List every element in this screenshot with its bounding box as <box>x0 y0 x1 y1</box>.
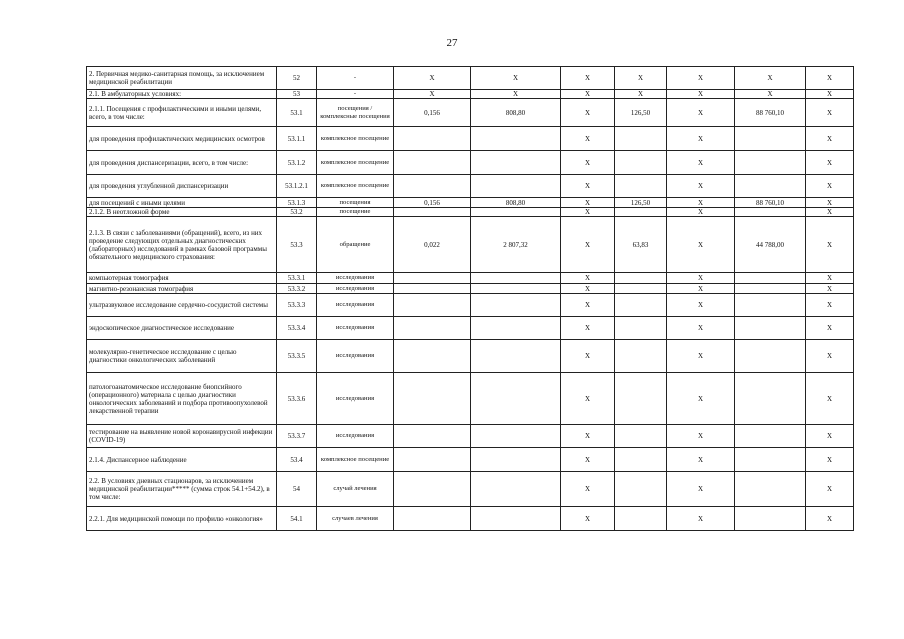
table-cell: 54 <box>277 472 317 507</box>
table-cell: X <box>667 217 735 273</box>
table-cell: для проведения профилактических медицинских осмотров <box>87 127 277 151</box>
table-row <box>87 99 854 127</box>
table-cell: X <box>806 90 854 99</box>
table-cell: исследования <box>317 284 394 294</box>
table-cell: X <box>561 284 615 294</box>
table-cell: 808,80 <box>471 99 561 127</box>
table-cell <box>615 284 667 294</box>
table-row <box>87 175 854 198</box>
table-cell <box>615 317 667 340</box>
table-cell: посещение <box>317 208 394 217</box>
table-row <box>87 198 854 208</box>
table-cell: X <box>667 373 735 425</box>
table-cell: компьютерная томография <box>87 273 277 284</box>
table-cell: X <box>561 472 615 507</box>
table-cell: 53.3.1 <box>277 273 317 284</box>
table-cell: X <box>667 448 735 472</box>
table-cell: X <box>806 99 854 127</box>
table-cell: X <box>561 127 615 151</box>
table-cell: комплексное посещение <box>317 127 394 151</box>
table-cell: молекулярно-генетическое исследование с целью диагностики онкологических заболеваний <box>87 340 277 373</box>
table-cell <box>394 273 471 284</box>
table-cell: X <box>471 67 561 90</box>
table-cell: 0,156 <box>394 99 471 127</box>
table-cell: 53 <box>277 90 317 99</box>
table-cell <box>615 208 667 217</box>
table-cell: случай лечения <box>317 472 394 507</box>
table-cell: 52 <box>277 67 317 90</box>
table-cell: 53.3 <box>277 217 317 273</box>
table-cell <box>394 472 471 507</box>
table-cell: X <box>806 340 854 373</box>
table-cell: X <box>806 127 854 151</box>
table-cell: исследования <box>317 340 394 373</box>
table-cell: 53.3.3 <box>277 294 317 317</box>
table-cell <box>471 373 561 425</box>
table-cell <box>735 284 806 294</box>
table-cell: комплексное посещение <box>317 175 394 198</box>
table-cell: 53.3.7 <box>277 425 317 448</box>
table-cell: X <box>561 99 615 127</box>
table-cell: 126,50 <box>615 198 667 208</box>
table-cell: 0,022 <box>394 217 471 273</box>
table-cell: 53.4 <box>277 448 317 472</box>
table-row <box>87 208 854 217</box>
table-cell: исследования <box>317 425 394 448</box>
table-row <box>87 507 854 531</box>
table-cell: X <box>806 317 854 340</box>
table-cell: X <box>735 90 806 99</box>
table-cell: X <box>667 67 735 90</box>
table-cell: 53.1.2.1 <box>277 175 317 198</box>
table-cell <box>394 425 471 448</box>
table-cell: X <box>806 448 854 472</box>
table-cell: X <box>667 340 735 373</box>
table-cell <box>735 294 806 317</box>
table-cell: 53.1 <box>277 99 317 127</box>
table-cell: патологоанатомическое исследование биопсийного (операционного) материала с целью диагностики онкологических заболеваний и подбора противоопухолевой лекарственной терапии <box>87 373 277 425</box>
table-cell <box>471 273 561 284</box>
table-cell: 53.1.1 <box>277 127 317 151</box>
table-cell: X <box>667 425 735 448</box>
table-cell: 88 760,10 <box>735 198 806 208</box>
table-cell: X <box>561 507 615 531</box>
table-cell: X <box>806 198 854 208</box>
table-cell: 53.3.4 <box>277 317 317 340</box>
table-cell: исследования <box>317 317 394 340</box>
table-cell: X <box>561 273 615 284</box>
table-cell <box>394 448 471 472</box>
table-cell <box>394 208 471 217</box>
table-cell: - <box>317 90 394 99</box>
table-cell: комплексное посещение <box>317 448 394 472</box>
table-cell: X <box>561 317 615 340</box>
table-cell <box>735 425 806 448</box>
table-row <box>87 294 854 317</box>
table-cell: X <box>561 425 615 448</box>
table-cell: 2.2. В условиях дневных стационаров, за исключением медицинской реабилитации***** (сумма строк 54.1+54.2), в том числе: <box>87 472 277 507</box>
table-cell <box>615 448 667 472</box>
table-cell: 2.1.3. В связи с заболеваниями (обращений), всего, из них проведение следующих отдельных диагностических (лабораторных) исследований в рамках базовой программы обязательного медицинского страхования: <box>87 217 277 273</box>
table-cell: 53.3.5 <box>277 340 317 373</box>
table-cell: 2.1. В амбулаторных условиях: <box>87 90 277 99</box>
table-cell: X <box>667 99 735 127</box>
table-cell <box>394 373 471 425</box>
data-table <box>86 66 854 531</box>
table-row <box>87 448 854 472</box>
table-cell: 126,50 <box>615 99 667 127</box>
table-cell <box>615 127 667 151</box>
table-cell <box>471 208 561 217</box>
table-row <box>87 340 854 373</box>
table-cell: посещения / комплексные посещения <box>317 99 394 127</box>
table-cell: X <box>806 175 854 198</box>
table-cell <box>615 425 667 448</box>
table-cell <box>394 151 471 175</box>
table-cell: X <box>561 294 615 317</box>
table-cell <box>394 284 471 294</box>
table-cell: обращение <box>317 217 394 273</box>
table-row <box>87 127 854 151</box>
table-cell: X <box>806 507 854 531</box>
table-cell: случаев лечения <box>317 507 394 531</box>
table-cell <box>615 175 667 198</box>
table-cell: исследования <box>317 373 394 425</box>
table-cell: исследования <box>317 273 394 284</box>
table-cell <box>615 273 667 284</box>
table-body <box>87 67 854 531</box>
table-cell: 2.2.1. Для медицинской помощи по профилю «онкология» <box>87 507 277 531</box>
table-cell <box>471 472 561 507</box>
table-row <box>87 317 854 340</box>
table-cell: X <box>667 127 735 151</box>
table-cell: X <box>806 284 854 294</box>
table-cell: для проведения углубленной диспансеризации <box>87 175 277 198</box>
table-row <box>87 284 854 294</box>
table-cell: 53.2 <box>277 208 317 217</box>
table-cell: 2.1.2. В неотложной форме <box>87 208 277 217</box>
table-cell <box>615 151 667 175</box>
table-cell: исследования <box>317 294 394 317</box>
table-cell: X <box>806 273 854 284</box>
table-cell: X <box>561 151 615 175</box>
table-row <box>87 90 854 99</box>
table-row <box>87 273 854 284</box>
table-cell: X <box>806 151 854 175</box>
table-row <box>87 472 854 507</box>
table-cell: X <box>561 217 615 273</box>
table-cell <box>471 127 561 151</box>
table-row <box>87 217 854 273</box>
table-cell <box>471 425 561 448</box>
table-cell <box>394 317 471 340</box>
table-cell <box>615 373 667 425</box>
table-cell: X <box>667 317 735 340</box>
table-cell <box>394 127 471 151</box>
table-cell <box>735 175 806 198</box>
table-cell: X <box>667 294 735 317</box>
table-cell: X <box>806 217 854 273</box>
table-cell <box>735 448 806 472</box>
table-row <box>87 151 854 175</box>
table-cell: X <box>667 198 735 208</box>
table-cell: 808,80 <box>471 198 561 208</box>
table-cell: тестирование на выявление новой коронавирусной инфекции (COVID-19) <box>87 425 277 448</box>
table-cell: 2. Первичная медико-санитарная помощь, за исключением медицинской реабилитации <box>87 67 277 90</box>
table-cell: эндоскопическое диагностическое исследование <box>87 317 277 340</box>
table-cell: 44 788,00 <box>735 217 806 273</box>
table-cell: X <box>561 67 615 90</box>
table-cell: X <box>806 373 854 425</box>
table-cell: 63,83 <box>615 217 667 273</box>
table-cell: X <box>561 198 615 208</box>
table-cell: X <box>561 340 615 373</box>
table-cell: магнитно-резонансная томография <box>87 284 277 294</box>
table-cell: 2 807,32 <box>471 217 561 273</box>
table-cell <box>471 294 561 317</box>
table-cell: X <box>394 90 471 99</box>
table-cell <box>735 208 806 217</box>
table-cell: посещения <box>317 198 394 208</box>
table-cell: X <box>806 67 854 90</box>
table-row <box>87 425 854 448</box>
table-cell: для проведения диспансеризации, всего, в том числе: <box>87 151 277 175</box>
table-cell <box>615 507 667 531</box>
table-cell: для посещений с иными целями <box>87 198 277 208</box>
table-cell: X <box>394 67 471 90</box>
table-cell: 88 760,10 <box>735 99 806 127</box>
table-cell <box>615 294 667 317</box>
table-cell: X <box>806 472 854 507</box>
table-cell <box>735 317 806 340</box>
table-cell: X <box>615 67 667 90</box>
table-cell: X <box>615 90 667 99</box>
table-cell: X <box>667 273 735 284</box>
table-cell: комплексное посещение <box>317 151 394 175</box>
table-cell: X <box>561 448 615 472</box>
table-cell <box>615 340 667 373</box>
table-cell <box>735 373 806 425</box>
table-row <box>87 67 854 90</box>
table-cell <box>735 507 806 531</box>
table-cell <box>471 507 561 531</box>
table-cell: ультразвуковое исследование сердечно-сосудистой системы <box>87 294 277 317</box>
table-cell: X <box>471 90 561 99</box>
table-cell <box>471 151 561 175</box>
table-cell: 53.1.3 <box>277 198 317 208</box>
page-number: 27 <box>446 37 458 49</box>
table-cell: 2.1.1. Посещения с профилактическими и иными целями, всего, в том числе: <box>87 99 277 127</box>
table-cell <box>735 151 806 175</box>
table-cell: 53.3.6 <box>277 373 317 425</box>
table-cell: 53.1.2 <box>277 151 317 175</box>
table-cell: X <box>806 294 854 317</box>
table-cell: X <box>667 90 735 99</box>
table-cell <box>471 448 561 472</box>
table-cell: X <box>561 208 615 217</box>
table-cell: X <box>667 208 735 217</box>
table-cell: X <box>806 208 854 217</box>
table-cell: X <box>806 425 854 448</box>
table-row <box>87 373 854 425</box>
table-cell: X <box>561 373 615 425</box>
table-cell <box>471 175 561 198</box>
table-cell <box>394 340 471 373</box>
table-cell: X <box>667 175 735 198</box>
table-cell: X <box>735 67 806 90</box>
table-cell <box>394 507 471 531</box>
table-cell: 54.1 <box>277 507 317 531</box>
table-cell <box>394 294 471 317</box>
table-cell <box>735 273 806 284</box>
table-cell <box>471 317 561 340</box>
table-cell: X <box>667 507 735 531</box>
table-cell <box>394 175 471 198</box>
table-cell <box>471 284 561 294</box>
table-cell <box>735 127 806 151</box>
table-cell: X <box>667 472 735 507</box>
table-cell: X <box>561 90 615 99</box>
table-cell: 0,156 <box>394 198 471 208</box>
table-cell: - <box>317 67 394 90</box>
table-cell: 53.3.2 <box>277 284 317 294</box>
table-cell <box>615 472 667 507</box>
table-cell: X <box>561 175 615 198</box>
table-cell: X <box>667 284 735 294</box>
table-cell: 2.1.4. Диспансерное наблюдение <box>87 448 277 472</box>
table-cell: X <box>667 151 735 175</box>
table-cell <box>735 340 806 373</box>
table-cell <box>471 340 561 373</box>
table-cell <box>735 472 806 507</box>
